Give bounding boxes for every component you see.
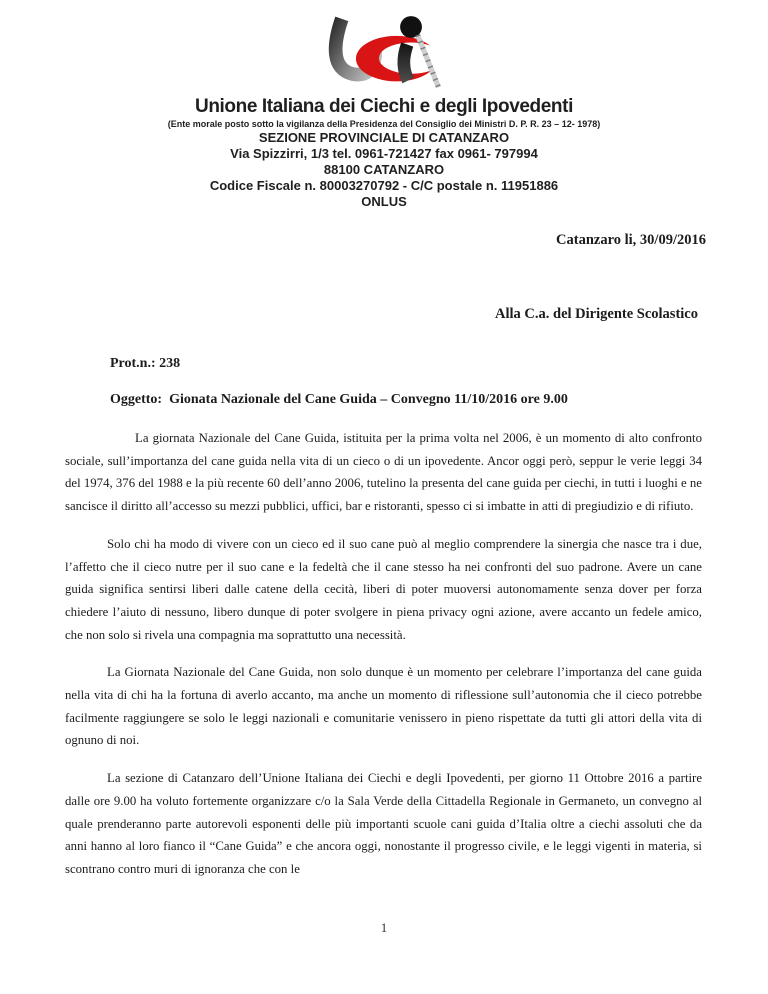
protocol-number: Prot.n.: 238	[110, 356, 181, 371]
uici-logo	[0, 14, 768, 94]
letterhead-address-line: Via Spizzirri, 1/3 tel. 0961-721427 fax 0961- 797994	[230, 146, 538, 161]
letterhead-city-line: 88100 CATANZARO	[323, 162, 445, 177]
letterhead-fiscal-line: Codice Fiscale n. 80003270792 - C/C postale n. 11951886	[209, 178, 559, 193]
organization-title: Unione Italiana dei Ciechi e degli Ipovedenti	[195, 96, 573, 117]
recipient-line: Alla C.a. del Dirigente Scolastico	[495, 306, 698, 322]
body-paragraph-2: Solo chi ha modo di vivere con un cieco ed il suo cane può al meglio comprendere la sinergia che nasce tra i due, l’affetto che il cieco nutre per il suo cane e la fedeltà che il cane stesso ha nei confronti del suo padrone. Avere un cane guida significa sentirsi liberi dalle catene della cecità, liberi di poter muoversi autonomamente senza dover per forza chiedere l’aiuto di nessuno, libero dunque di poter svolgere in piena privacy ogni azione, avere accanto un fedele amico, che non solo si rivela una compagnia ma soprattutto una necessità.	[65, 536, 702, 642]
organization-subtitle: (Ente morale posto sotto la vigilanza della Presidenza del Consiglio dei Ministri D. P. R. 23 – 12- 1978)	[167, 119, 601, 129]
letter-body	[65, 427, 702, 881]
uici-logo-icon	[320, 14, 448, 94]
page-number: 1	[380, 920, 388, 935]
letterhead-section-line: SEZIONE PROVINCIALE DI CATANZARO	[258, 130, 510, 145]
letterhead	[0, 0, 768, 210]
body-paragraph-1: La giornata Nazionale del Cane Guida, istituita per la prima volta nel 2006, è un momento di alto confronto sociale, sull’importanza del cane guida nella vita di un cieco o di un ipovedente. Ancor oggi però, seppur le verie leggi 34 del 1974, 376 del 1988 e la più recente 60 dell’anno 2006, tutelino la presenta del cane guida per ciechi, in tutti i luoghi e ne sancisce il diritto all’accesso su mezzi pubblici, uffici, bar e ristoranti, spesso ci si imbatte in atti di pregiudizio e di rifiuto.	[65, 431, 702, 514]
body-paragraph-4: La sezione di Catanzaro dell’Unione Italiana dei Ciechi e degli Ipovedenti, per giorno 11 Ottobre 2016 a partire dalle ore 9.00 ha voluto fortemente organizzare c/o la Sala Verde della Cittadella Regionale in Germaneto, un convegno al quale prenderanno parte autorevoli esponenti delle più importanti scuole cani guida d’Italia oltre a ciechi assoluti che da anni hanno al loro fianco il “Cane Guida” e che ancora oggi, nonostante il progresso civile, e le leggi vigenti in materia, si scontrano contro muri di ignoranza che con le	[65, 771, 702, 876]
body-paragraph-3: La Giornata Nazionale del Cane Guida, non solo dunque è un momento per celebrare l’importanza del cane guida nella vita di chi ha la fortuna di averlo accanto, ma anche un momento di riflessione sull’autonomia che il cieco potrebbe facilmente raggiungere se solo le leggi nazionali e comunitarie venissero in pieno rispettate da tutti gli attori della vita di ognuno di noi.	[65, 665, 702, 748]
letterhead-onlus-line: ONLUS	[361, 194, 407, 209]
subject-line: Oggetto: Gionata Nazionale del Cane Guida – Convegno 11/10/2016 ore 9.00	[110, 392, 568, 407]
date-line: Catanzaro li, 30/09/2016	[556, 232, 706, 248]
